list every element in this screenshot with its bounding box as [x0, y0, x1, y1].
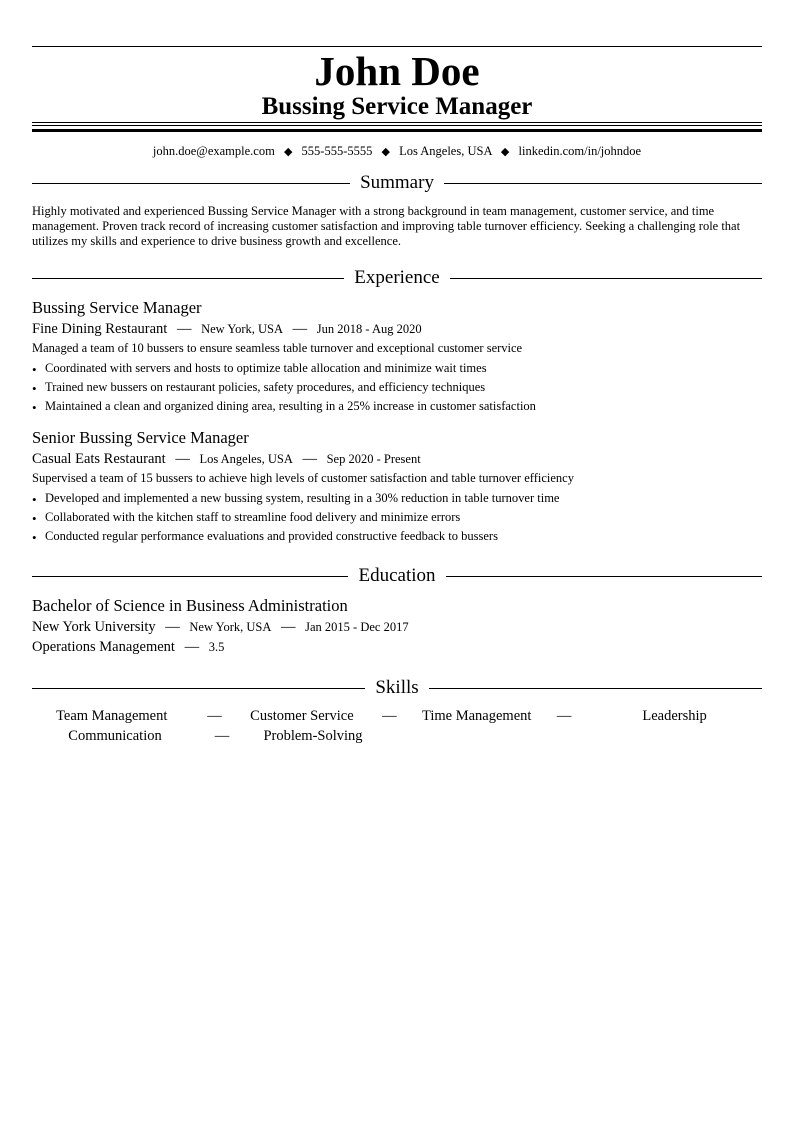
contact-email[interactable]: john.doe@example.com [152, 144, 275, 158]
education-heading [32, 565, 762, 587]
diamond-separator-icon: ◆ [381, 146, 390, 158]
edu-meta [32, 618, 762, 636]
job-dates: Jun 2018 - Aug 2020 [316, 322, 422, 336]
job-location: New York, USA [201, 322, 284, 336]
heading-rule [446, 576, 762, 577]
skill-item: Customer Service [250, 707, 354, 724]
job-meta [32, 320, 762, 338]
job-bullets [32, 359, 762, 416]
contact-phone[interactable]: 555-555-5555 [301, 144, 373, 158]
header-rule-thin-1 [32, 122, 762, 123]
dash-separator: — [214, 727, 230, 744]
skills-heading [32, 677, 762, 699]
candidate-role: Bussing Service Manager [261, 93, 533, 120]
edu-degree: Bachelor of Science in Business Administration [32, 596, 348, 615]
header-rule-thin-2 [32, 125, 762, 126]
skill-item: Problem-Solving [263, 727, 363, 744]
job-company: Fine Dining Restaurant [32, 321, 168, 337]
edu-dates: Jan 2015 - Dec 2017 [305, 620, 409, 634]
edu-field: Operations Management [32, 639, 175, 655]
experience-entry-2 [32, 428, 762, 546]
job-bullet: • Conducted regular performance evaluations and provided constructive feedback to bussers [32, 527, 762, 546]
diamond-separator-icon: ◆ [283, 146, 293, 158]
skill-item: Time Management [422, 707, 532, 724]
dash-separator: — [176, 321, 192, 337]
job-title: Senior Bussing Service Manager [32, 428, 249, 447]
contact-linkedin[interactable]: linkedin.com/in/johndoe [518, 144, 642, 158]
job-description: Managed a team of 10 bussers to ensure seamless table turnover and exceptional customer service [32, 341, 523, 355]
dash-separator: — [184, 639, 200, 655]
heading-rule [32, 576, 348, 577]
heading-rule [32, 688, 365, 689]
job-bullet: • Coordinated with servers and hosts to optimize table allocation and minimize wait times [32, 359, 762, 378]
job-bullet: • Maintained a clean and organized dining area, resulting in a 25% increase in customer satisfaction [32, 397, 762, 416]
education-title: Education [358, 565, 436, 586]
heading-rule [32, 183, 350, 184]
job-description: Supervised a team of 15 bussers to achieve high levels of customer satisfaction and table turnover efficiency [32, 471, 574, 485]
dash-separator: — [302, 451, 317, 467]
job-meta [32, 450, 762, 468]
summary-text: Highly motivated and experienced Bussing Service Manager with a strong background in team management, customer service, and time management. Proven track record of increasing customer satisfaction and improving table turnover efficiency. Seeking a challenging role that utilizes my skills and experience to drive business growth and excellence. [32, 204, 741, 248]
heading-rule [444, 183, 762, 184]
diamond-separator-icon: ◆ [500, 146, 510, 158]
skills-row [32, 706, 762, 726]
job-bullet: • Developed and implemented a new bussing system, resulting in a 30% reduction in table turnover time [32, 489, 762, 508]
dash-separator: — [175, 451, 190, 467]
edu-school: New York University [32, 619, 156, 635]
skill-item: Communication [68, 727, 162, 744]
heading-rule [32, 278, 344, 279]
experience-heading [32, 267, 762, 289]
skills-row [32, 726, 762, 746]
heading-rule [450, 278, 762, 279]
edu-gpa: 3.5 [208, 640, 225, 654]
edu-location: New York, USA [189, 620, 272, 634]
job-bullet: • Collaborated with the kitchen staff to streamline food delivery and minimize errors [32, 508, 762, 527]
skills-grid [32, 706, 762, 746]
header-top-rule [32, 46, 762, 47]
heading-rule [429, 688, 762, 689]
job-bullet: • Trained new bussers on restaurant policies, safety procedures, and efficiency techniques [32, 378, 762, 397]
summary-title: Summary [360, 172, 434, 193]
job-title: Bussing Service Manager [32, 298, 202, 317]
summary-heading [32, 172, 762, 194]
dash-separator: — [281, 619, 296, 635]
experience-entry-1 [32, 298, 762, 416]
job-bullets [32, 489, 762, 546]
edu-field-line [32, 638, 762, 656]
contact-location: Los Angeles, USA [399, 144, 492, 158]
skill-item: Team Management [56, 707, 168, 724]
experience-title: Experience [354, 267, 440, 288]
job-location: Los Angeles, USA [199, 452, 293, 466]
skills-title: Skills [375, 677, 419, 698]
dash-separator: — [556, 707, 572, 724]
dash-separator: — [207, 707, 222, 724]
contact-line [32, 143, 762, 160]
skill-item: Leadership [642, 707, 707, 724]
header-rule-thick [32, 129, 762, 132]
job-dates: Sep 2020 - Present [326, 452, 421, 466]
dash-separator: — [165, 619, 180, 635]
job-company: Casual Eats Restaurant [32, 451, 166, 467]
dash-separator: — [382, 707, 397, 724]
candidate-name: John Doe [314, 48, 480, 94]
dash-separator: — [292, 321, 308, 337]
education-entry [32, 596, 762, 656]
